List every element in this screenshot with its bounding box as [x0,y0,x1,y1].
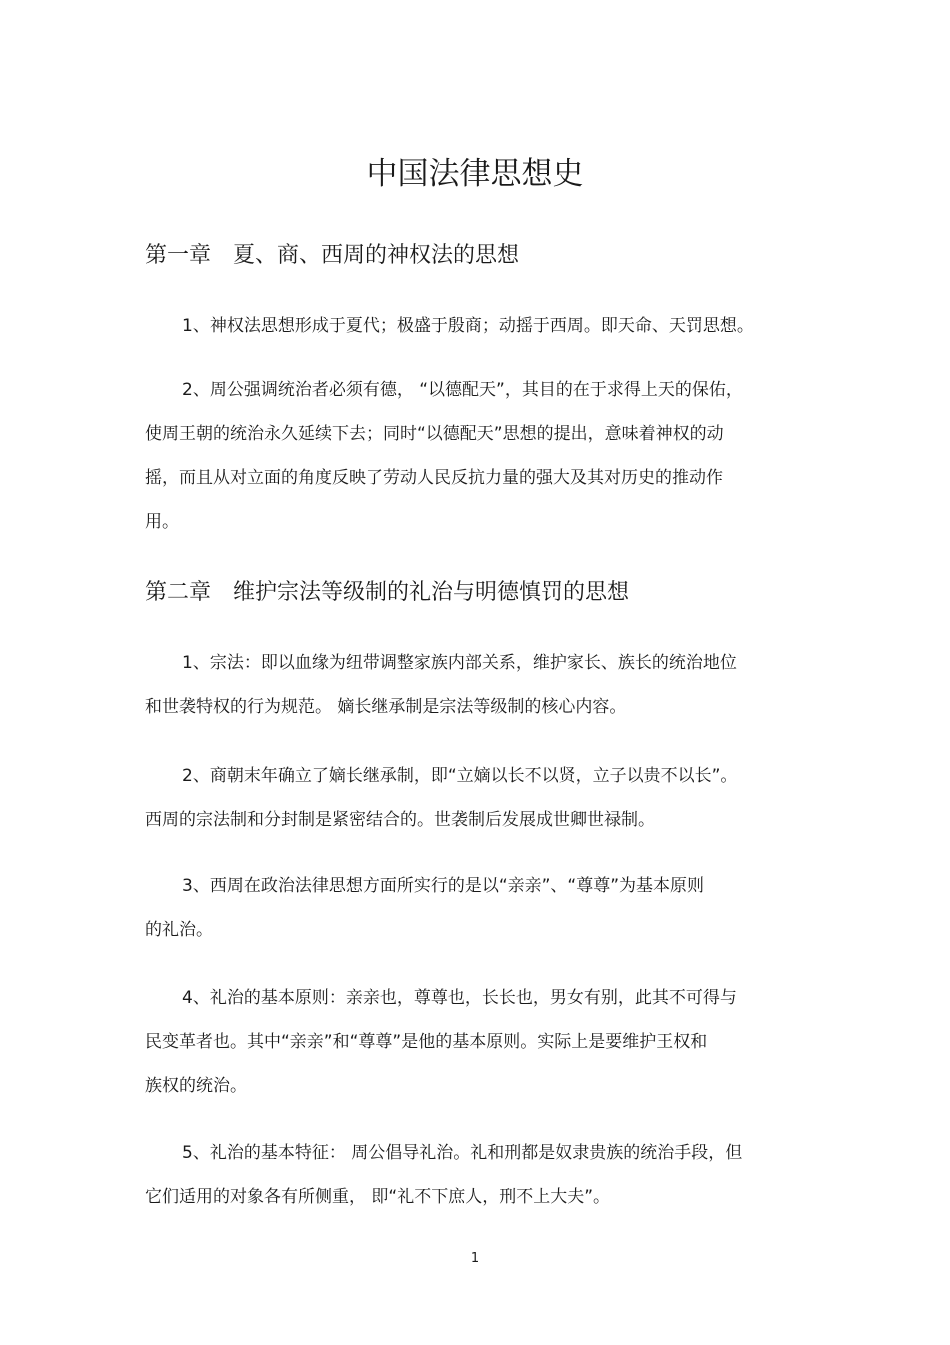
paragraph-line: 摇，而且从对立面的角度反映了劳动人民反抗力量的强大及其对历史的推动作 [145,468,723,488]
paragraph-line: 用。 [145,512,179,532]
paragraph-line: 1、宗法：即以血缘为纽带调整家族内部关系，维护家长、族长的统治地位 [182,653,737,673]
paragraph-line: 1、神权法思想形成于夏代；极盛于殷商；动摇于西周。即天命、天罚思想。 [182,316,754,336]
chapter-2-paragraph-4 [145,976,785,1108]
paragraph-line: 2、商朝末年确立了嫡长继承制，即“立嫡以长不以贤，立子以贵不以长”。 [182,766,738,786]
chapter-2-heading [145,578,629,608]
paragraph-line: 的礼治。 [145,920,213,940]
chapter-2-title: 维护宗法等级制的礼治与明德慎罚的思想 [233,580,630,605]
chapter-1-title: 夏、商、西周的神权法的思想 [233,243,520,268]
chapter-2-paragraph-1 [145,641,785,729]
paragraph-line: 3、西周在政治法律思想方面所实行的是以“亲亲”、“尊尊”为基本原则 [182,876,705,896]
paragraph-line: 2、周公强调统治者必须有德， “以德配天”，其目的在于求得上天的保佑， [182,380,743,400]
chapter-2-paragraph-3 [145,864,785,952]
chapter-2-paragraph-5 [145,1131,785,1219]
paragraph-line: 民变革者也。其中“亲亲”和“尊尊”是他的基本原则。实际上是要维护王权和 [145,1032,708,1052]
paragraph-line: 和世袭特权的行为规范。 嫡长继承制是宗法等级制的核心内容。 [145,697,627,717]
chapter-1-paragraph-1 [145,304,785,348]
paragraph-line: 使周王朝的统治永久延续下去；同时“以德配天”思想的提出，意味着神权的动 [145,424,724,444]
paragraph-line: 族权的统治。 [145,1076,247,1096]
page-number: 1 [470,1251,480,1266]
chapter-1-heading [145,241,519,271]
document-title: 中国法律思想史 [366,156,584,192]
paragraph-line: 5、礼治的基本特征： 周公倡导礼治。礼和刑都是奴隶贵族的统治手段，但 [182,1143,743,1163]
chapter-1-paragraph-2 [145,368,785,544]
paragraph-line: 它们适用的对象各有所侧重， 即“礼不下庶人，刑不上大夫”。 [145,1187,611,1207]
paragraph-line: 西周的宗法制和分封制是紧密结合的。世袭制后发展成世卿世禄制。 [145,810,655,830]
chapter-2-paragraph-2 [145,754,785,842]
chapter-1-number: 第一章 [145,243,212,268]
paragraph-line: 4、礼治的基本原则：亲亲也，尊尊也，长长也，男女有别，此其不可得与 [182,988,737,1008]
chapter-2-number: 第二章 [145,580,212,605]
